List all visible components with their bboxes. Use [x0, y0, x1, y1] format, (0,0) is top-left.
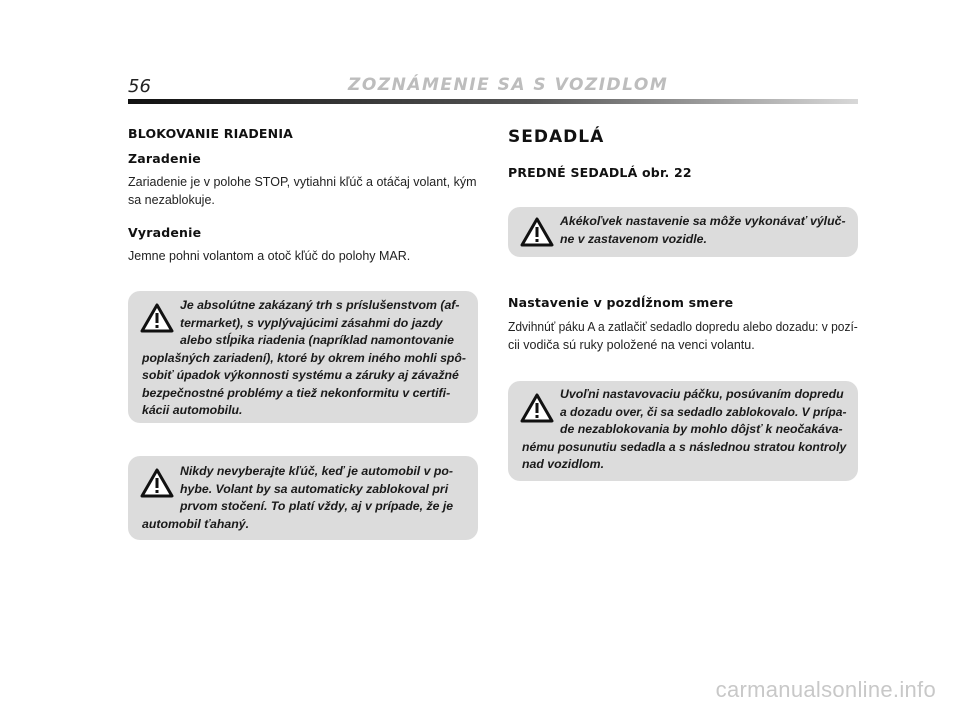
warning2-line1: Nikdy nevyberajte kľúč, keď je automobil v po- — [180, 464, 453, 478]
watermark: carmanualsonline.info — [715, 677, 936, 702]
page-number: 56 — [128, 76, 151, 97]
left-sub-vyradenie: Vyradenie — [128, 225, 202, 240]
rwarning1-line1: Akékoľvek nastavenie sa môže vykonávať výluč- — [560, 214, 846, 228]
warning2-line2: hybe. Volant by sa automaticky zablokoval pri — [180, 481, 449, 496]
warning-seat-lock-lines-bottom — [522, 439, 846, 474]
warning-seat-lock-lines-top — [560, 386, 846, 439]
warning1-line4: poplašných zariadení), ktoré by okrem iného mohli spô- — [142, 350, 466, 365]
warning-stationary-text — [560, 213, 846, 248]
right-para-longitudinal — [508, 318, 872, 354]
warning1-line3: alebo stĺpika riadenia (napríklad namontovanie — [180, 333, 455, 347]
rwarning2-line1: Uvoľni nastavovaciu páčku, posúvaním dopredu — [560, 387, 844, 401]
warning-box-stationary — [508, 207, 858, 257]
rwarning1-line2: ne v zastavenom vozidle. — [560, 231, 707, 246]
left-para-vyradenie: Jemne pohni volantom a otoč kľúč do polohy MAR. — [128, 249, 411, 263]
section-title: ZOZNÁMENIE SA S VOZIDLOM — [348, 75, 669, 95]
warning-box-seat-lock — [508, 381, 858, 481]
warning-box-key — [128, 456, 478, 540]
rwarning2-line3: de nezablokovania by mohlo dôjsť k neočakáva- — [560, 422, 843, 436]
warning1-line5: sobiť úpadok výkonnosti systému a záruky aj závažné — [142, 368, 459, 382]
left-heading: BLOKOVANIE RIADENIA — [128, 126, 294, 141]
warning-triangle-icon — [140, 303, 174, 333]
warning-aftermarket-lines-bottom — [142, 350, 466, 420]
left-para1-line2: sa nezablokuje. — [128, 193, 215, 207]
right-para1-line1: Zdvihnúť páku A a zatlačiť sedadlo dopredu alebo dozadu: v pozí- — [508, 320, 858, 334]
warning1-line6: bezpečnostné problémy a tiež nekonformitu v certifi- — [142, 385, 451, 400]
warning-triangle-icon — [140, 468, 174, 498]
warning-key-lines-top — [180, 463, 466, 516]
rwarning2-line4: nému posunutiu sedadla a s následnou stratou kontroly — [522, 439, 847, 454]
warning1-line2: termarket), s vyplývajúcimi zásahmi do jazdy — [180, 315, 443, 330]
rwarning2-line5: nad vozidlom. — [522, 457, 604, 471]
warning-triangle-icon — [520, 393, 554, 423]
left-para-zaradenie — [128, 173, 477, 209]
right-heading: SEDADLÁ — [508, 127, 605, 147]
warning-key-lines-bottom — [142, 516, 466, 534]
warning2-line3: prvom stočení. To platí vždy, aj v prípade, že je — [180, 499, 454, 513]
warning2-line4: automobil ťahaný. — [142, 516, 250, 531]
warning-triangle-icon — [520, 217, 554, 247]
right-para1-line2: cii vodiča sú ruky položené na venci volantu. — [508, 338, 755, 352]
left-sub-zaradenie: Zaradenie — [128, 151, 201, 166]
rwarning2-line2: a dozadu over, či sa sedadlo zablokovalo. V prípa- — [560, 404, 847, 419]
warning1-line7: kácii automobilu. — [142, 403, 243, 417]
warning1-line1: Je absolútne zakázaný trh s príslušenstvom (af- — [180, 298, 460, 312]
right-sub-longitudinal: Nastavenie v pozdĺžnom smere — [508, 295, 734, 310]
warning-aftermarket-lines-top — [180, 297, 466, 350]
header-rule — [128, 99, 858, 104]
warning-box-aftermarket — [128, 291, 478, 423]
right-sub-front-seats: PREDNÉ SEDADLÁ obr. 22 — [508, 165, 692, 180]
left-para1-line1: Zariadenie je v polohe STOP, vytiahni kľúč a otáčaj volant, kým — [128, 175, 477, 189]
